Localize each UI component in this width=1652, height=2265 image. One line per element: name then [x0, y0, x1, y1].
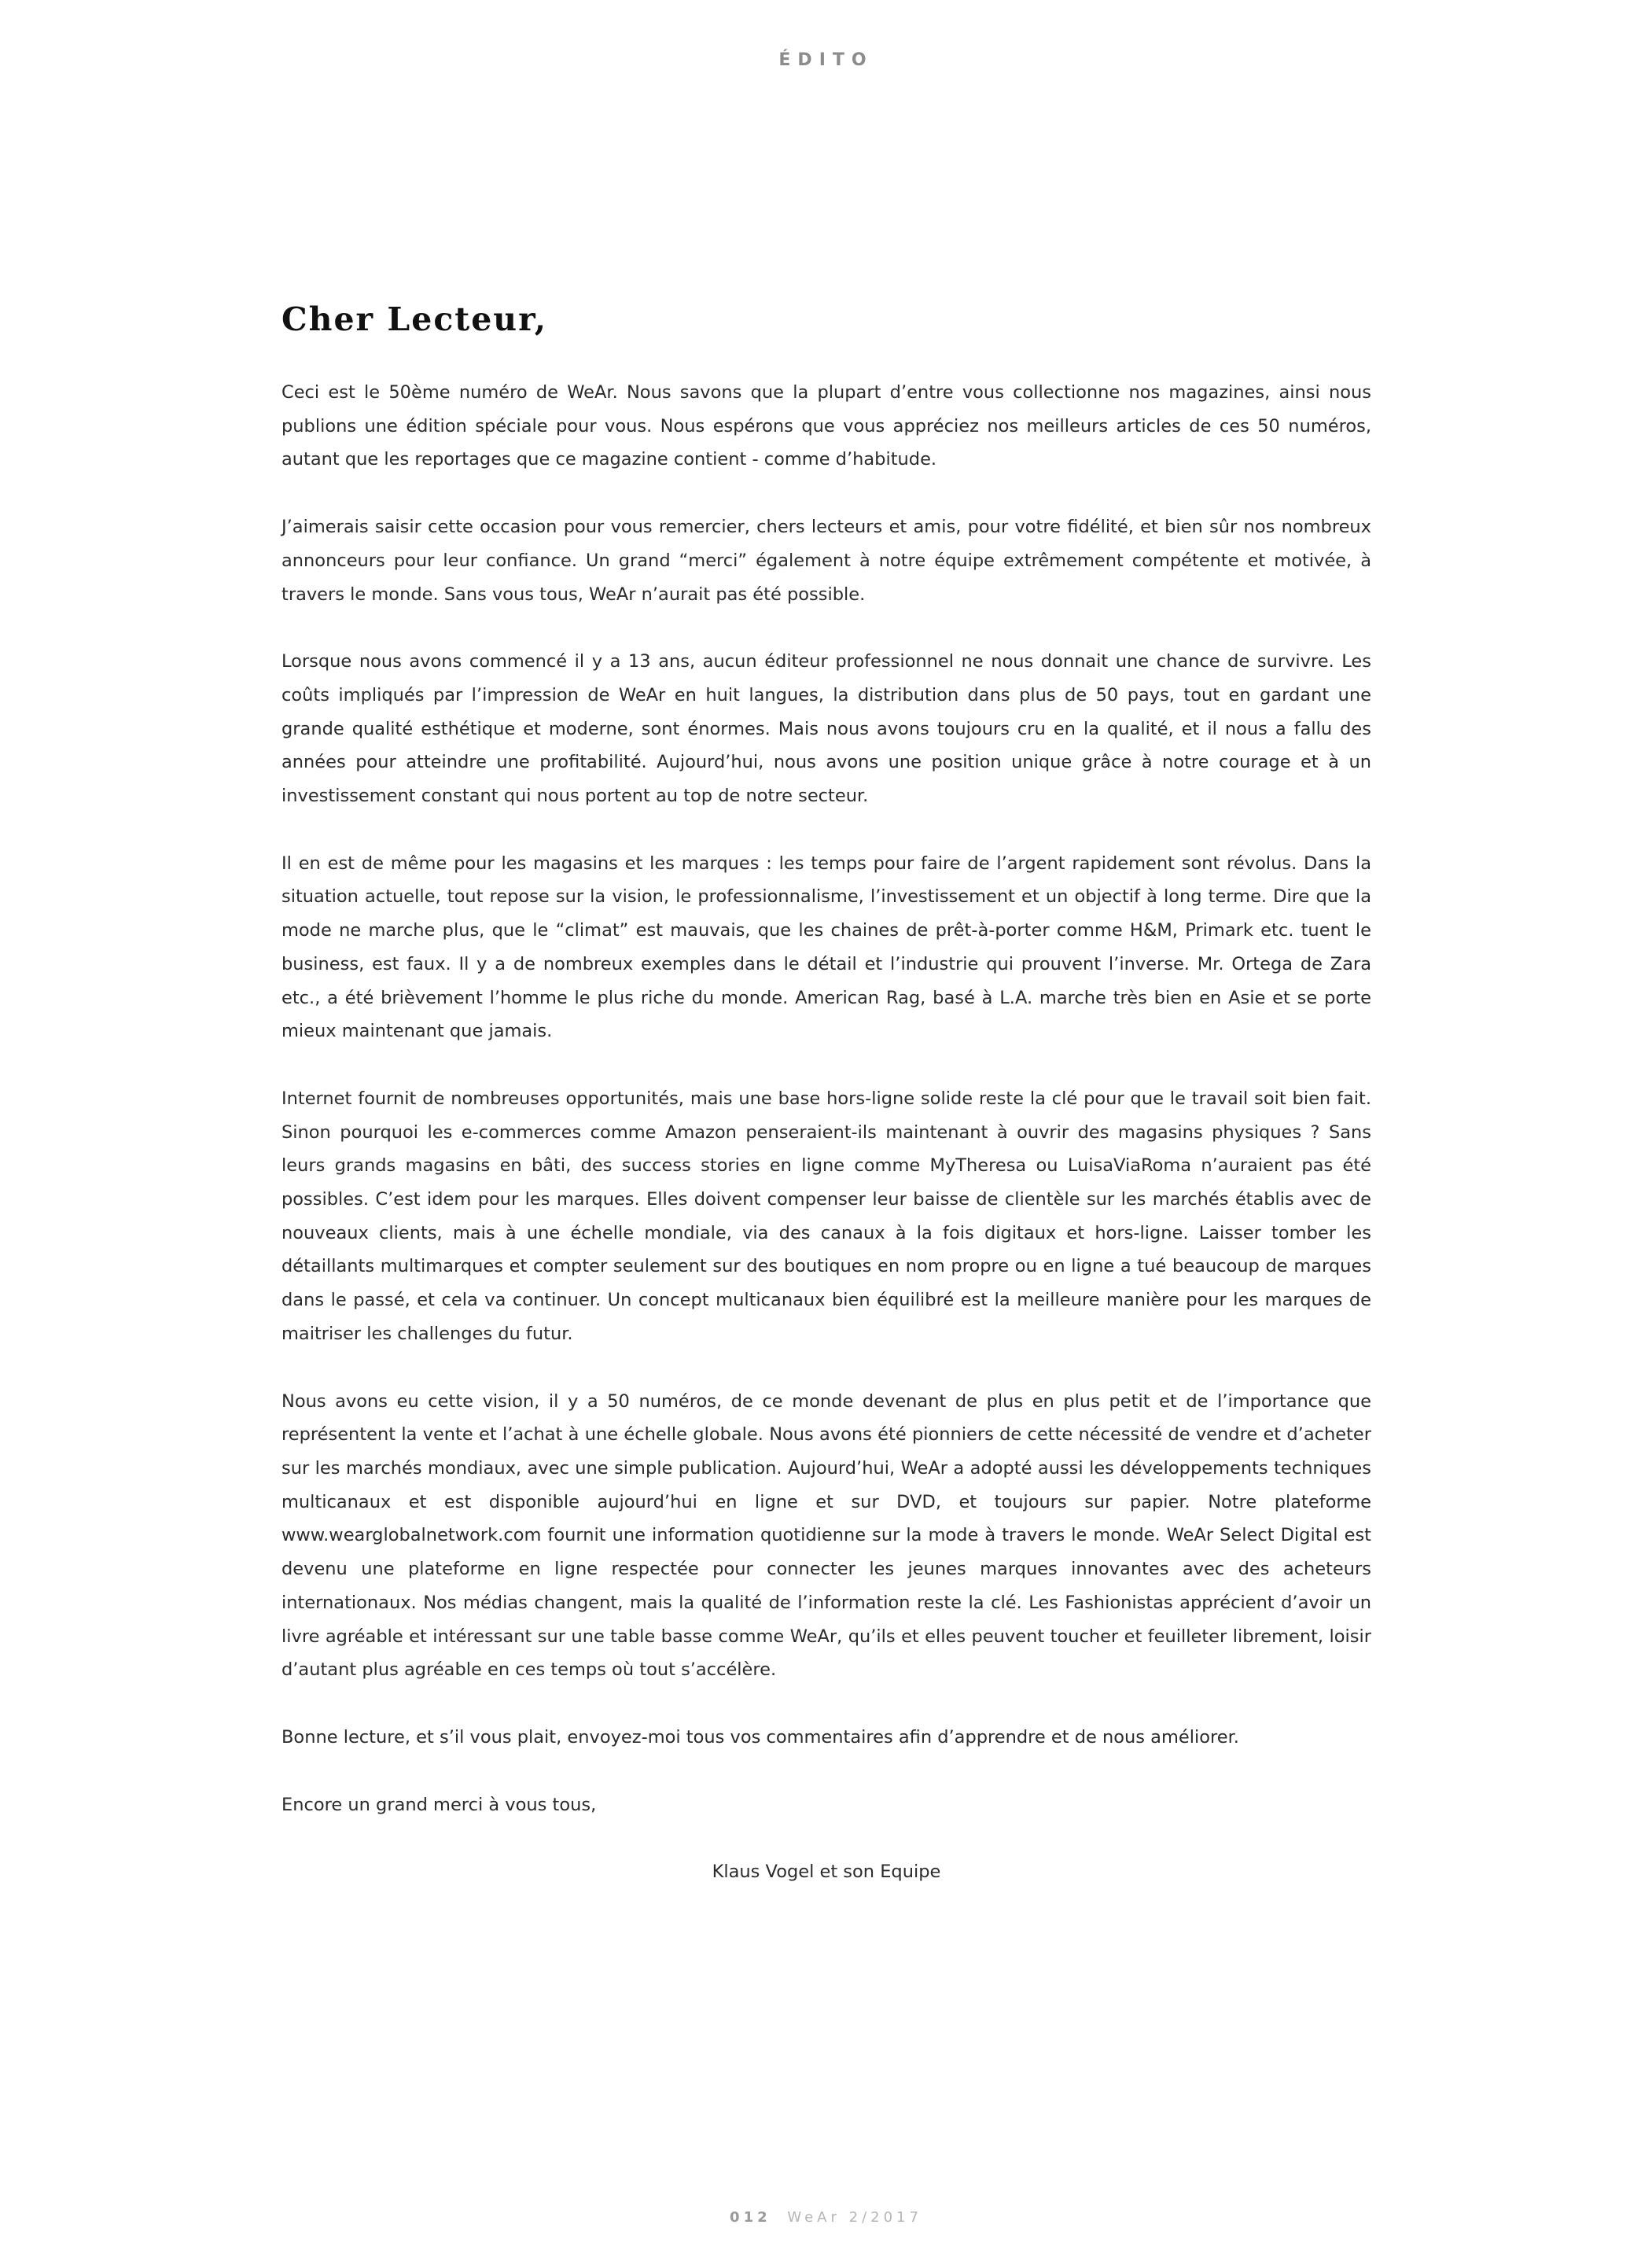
section-label: ÉDITO: [778, 50, 874, 70]
signature: Klaus Vogel et son Equipe: [712, 1862, 941, 1883]
editorial-article: [281, 300, 1371, 1889]
paragraph-3: Lorsque nous avons commencé il y a 13 ans, aucun éditeur professionnel ne nous donnait une chance de survivre. Les coûts impliqués par l’impression de WeAr en huit langues, la distribution dans plus de 50 pays, tout en gardant une grande qualité esthétique et moderne, sont énormes. Mais nous avons toujours cru en la qualité, et il nous a fallu des années pour atteindre une profitabilité. Aujourd’hui, nous avons une position unique grâce à notre courage et à un investissement constant qui nous portent au top de notre secteur.: [281, 651, 1371, 807]
paragraph-1: Ceci est le 50ème numéro de WeAr. Nous savons que la plupart d’entre vous collectionne nos magazines, ainsi nous publions une édition spéciale pour vous. Nous espérons que vous appréciez nos meilleurs articles de ces 50 numéros, autant que les reportages que ce magazine contient - comme d’habitude.: [281, 382, 1371, 470]
paragraph-2: J’aimerais saisir cette occasion pour vous remercier, chers lecteurs et amis, pour votre fidélité, et bien sûr nos nombreux annonceurs pour leur confiance. Un grand “merci” également à notre équipe extrêmement compétente et motivée, à travers le monde. Sans vous tous, WeAr n’aurait pas été possible.: [281, 517, 1371, 605]
paragraph-thanks: Encore un grand merci à vous tous,: [281, 1794, 597, 1815]
page-number: 012: [730, 2209, 771, 2226]
salutation-heading: Cher Lecteur,: [281, 300, 548, 338]
page-footer: [0, 2209, 1652, 2226]
paragraph-4: Il en est de même pour les magasins et les marques : les temps pour faire de l’argent rapidement sont révolus. Dans la situation actuelle, tout repose sur la vision, le professionnalisme, l’investissement et un objectif à long terme. Dire que la mode ne marche plus, que le “climat” est mauvais, que les chaines de prêt-à-porter comme H&M, Primark etc. tuent le business, est faux. Il y a de nombreux exemples dans le détail et l’industrie qui prouvent l’inverse. Mr. Ortega de Zara etc., a été brièvement l’homme le plus riche du monde. American Rag, basé à L.A. marche très bien en Asie et se porte mieux maintenant que jamais.: [281, 853, 1371, 1042]
issue-label: WeAr 2/2017: [787, 2209, 922, 2226]
paragraph-closing-request: Bonne lecture, et s’il vous plait, envoyez-moi tous vos commentaires afin d’apprendre et de nous améliorer.: [281, 1726, 1239, 1748]
paragraph-5: Internet fournit de nombreuses opportunités, mais une base hors-ligne solide reste la clé pour que le travail soit bien fait. Sinon pourquoi les e-commerces comme Amazon penseraient-ils maintenant à ouvrir des magasins physiques ? Sans leurs grands magasins en bâti, des success stories en ligne comme MyTheresa ou LuisaViaRoma n’auraient pas été possibles. C’est idem pour les marques. Elles doivent compenser leur baisse de clientèle sur les marchés établis avec de nouveaux clients, mais à une échelle mondiale, via des canaux à la fois digitaux et hors-ligne. Laisser tomber les détaillants multimarques et compter seulement sur des boutiques en nom propre ou en ligne a tué beaucoup de marques dans le passé, et cela va continuer. Un concept multicanaux bien équilibré est la meilleure manière pour les marques de maitriser les challenges du futur.: [281, 1088, 1371, 1344]
paragraph-6: Nous avons eu cette vision, il y a 50 numéros, de ce monde devenant de plus en plus petit et de l’importance que représentent la vente et l’achat à une échelle globale. Nous avons été pionniers de cette nécessité de vendre et d’acheter sur les marchés mondiaux, avec une simple publication. Aujourd’hui, WeAr a adopté aussi les développements techniques multicanaux et est disponible aujourd’hui en ligne et sur DVD, et toujours sur papier. Notre plateforme www.wearglobalnetwork.com fournit une information quotidienne sur la mode à travers le monde. WeAr Select Digital est devenu une plateforme en ligne respectée pour connecter les jeunes marques innovantes avec des acheteurs internationaux. Nos médias changent, mais la qualité de l’information reste la clé. Les Fashionistas apprécient d’avoir un livre agréable et intéressant sur une table basse comme WeAr, qu’ils et elles peuvent toucher et feuilleter librement, loisir d’autant plus agréable en ces temps où tout s’accélère.: [281, 1390, 1371, 1681]
